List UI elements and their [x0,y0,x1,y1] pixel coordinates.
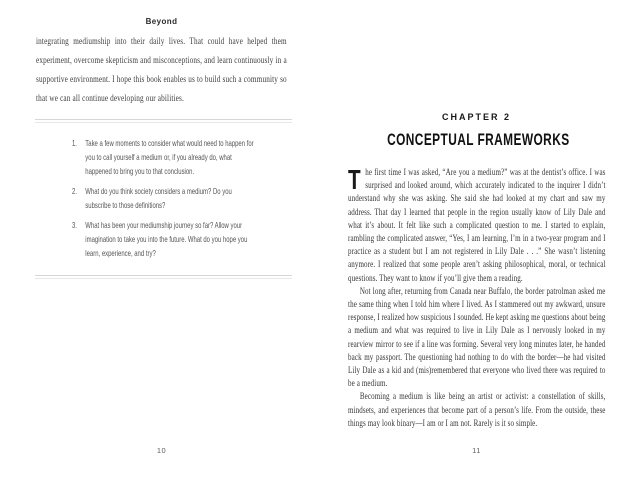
paragraph-1-text: he first time I was asked, “Are you a medium?” was at the dentist’s office. I was surprised and looked around, which accurately indicated to the inquirer I didn’t understand why she was asking. She said she had looked at my chart and saw my address. That day I learned that people in the region usually know of Lily Dale and what it’s about. It felt like such a complicated question to me. I started to explain, rambling the complicated answer, “Yes, I am learning, I’m in a two-year program and I practice as a student but I am not registered in Lily Dale . . .” She wasn’t listening anymore. I realized that some people aren’t asking philosophical, moral, or technical questions. They want to know if you’ll give them a reading. [348,168,606,284]
list-item-number: 3. [72,220,77,230]
paragraph-3: Becoming a medium is like being an artist or activist: a constellation of skills, mindsets, and experiences that become part of a person’s life. From the outside, these things may look binary—I am or I am not. Rarely is it so simple. [348,392,606,429]
exercise-list [72,136,254,260]
right-page [348,0,605,480]
chapter-label: CHAPTER 2 [441,112,511,122]
list-item-text: What do you think society considers a medium? Do you subscribe to those definitions? [85,186,232,210]
running-head: Beyond [145,17,178,26]
drop-cap: T [348,164,361,195]
page-number-right: 11 [472,446,481,455]
page-number-left: 10 [156,446,167,455]
list-item [72,136,254,178]
list-item-text: What has been your mediumship journey so far? Allow your imagination to take you into the future. What do you hope you learn, experience, and try? [85,220,248,258]
list-item [72,218,254,260]
list-item [72,184,254,212]
left-page-body [36,33,287,109]
left-page [36,0,287,480]
divider-rule-bottom [35,275,292,279]
paragraph-2: Not long after, returning from Canada near Buffalo, the border patrolman asked me the same thing when I told him where I lived. As I stammered out my awkward, unsure response, I realized how suspicious I sounded. He kept asking me questions about being a medium and what was required to live in Lily Dale as I nervously looked in my rearview mirror to see if a line was forming. Several very long minutes later, he handed back my passport. The questioning had nothing to do with the border—he had visited Lily Dale as a kid and (mis)remembered that everyone who lived there was required to be a medium. [348,286,606,390]
exercise-box [35,119,292,279]
chapter-title [348,130,605,150]
list-item-text: Take a few moments to consider what would need to happen for you to call yourself a medium or, if you already do, what happened to bring you to that conclusion. [85,138,254,176]
list-item-number: 1. [72,138,77,148]
divider-rule-top [35,119,292,123]
right-page-body [348,164,606,431]
left-page-paragraph: integrating mediumship into their daily lives. That could have helped them experiment, overcome skepticism and misconceptions, and learn continuously in a supportive environment. I hope this book enables us to build such a community so that we can all continue developing our abilities. [36,37,287,104]
chapter-title-text: CONCEPTUAL FRAMEWORKS [387,130,570,149]
paragraph-1 [348,164,606,286]
list-item-number: 2. [72,186,77,196]
